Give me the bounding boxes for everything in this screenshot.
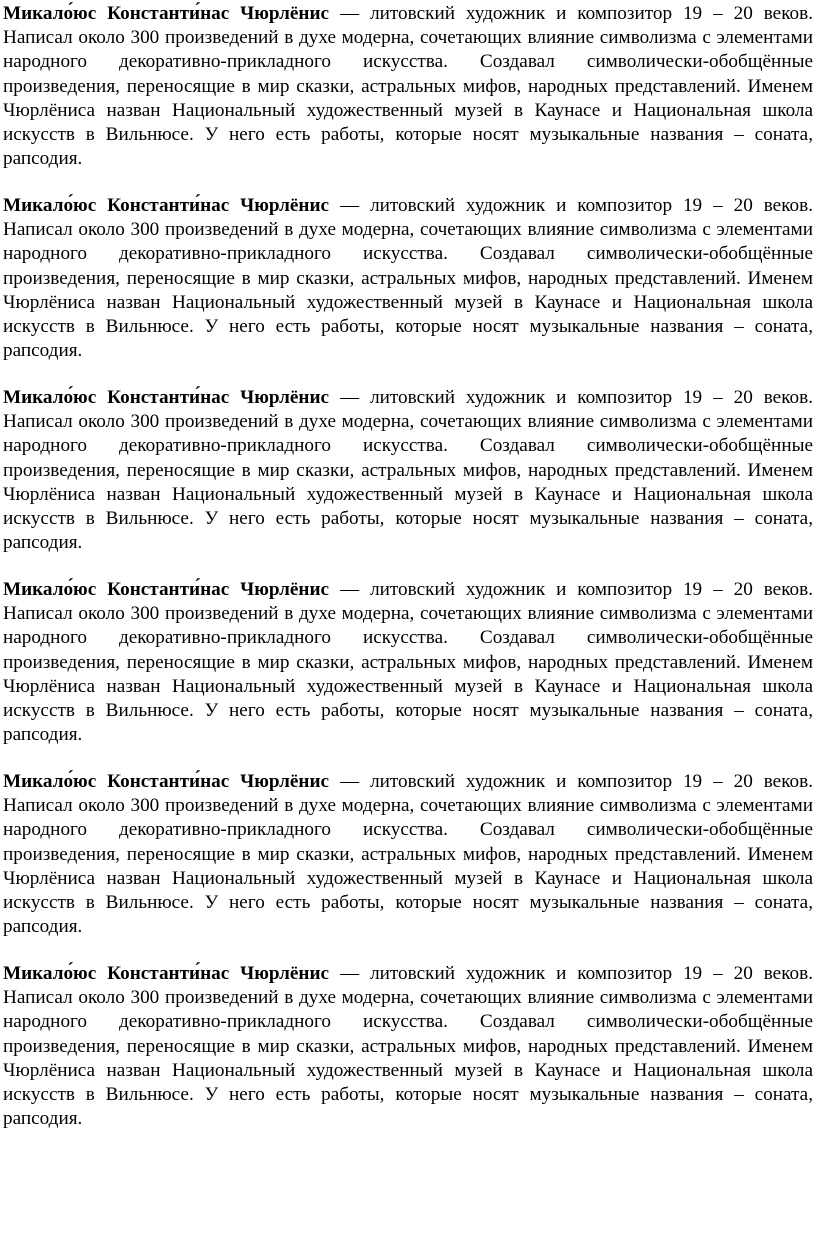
paragraph-subject-name: Микало́юс Константи́нас Чюрлёнис (3, 387, 330, 408)
paragraph-body: — литовский художник и композитор 19 – 20 веков. Написал около 300 произведений в духе модерна, сочетающих влияние символизма с элементами народного декоративно-прикладного искусства. Создавал символически-обобщённые произведения, переносящие в мир сказки, астральных мифов, народных представлений. Именем Чюрлёниса назван Национальный художественный музей в Каунасе и Национальная школа искусств в Вильнюсе. У него есть работы, которые носят музыкальные названия – соната, рапсодия. (3, 963, 813, 1130)
paragraph-subject-name: Микало́юс Константи́нас Чюрлёнис (3, 3, 330, 24)
paragraph-body: — литовский художник и композитор 19 – 20 веков. Написал около 300 произведений в духе модерна, сочетающих влияние символизма с элементами народного декоративно-прикладного искусства. Создавал символически-обобщённые произведения, переносящие в мир сказки, астральных мифов, народных представлений. Именем Чюрлёниса назван Национальный художественный музей в Каунасе и Национальная школа искусств в Вильнюсе. У него есть работы, которые носят музыкальные названия – соната, рапсодия. (3, 195, 813, 362)
paragraph-subject-name: Микало́юс Константи́нас Чюрлёнис (3, 963, 330, 984)
paragraph-subject-name: Микало́юс Константи́нас Чюрлёнис (3, 771, 330, 792)
paragraph (3, 194, 813, 363)
paragraph-body: — литовский художник и композитор 19 – 20 веков. Написал около 300 произведений в духе модерна, сочетающих влияние символизма с элементами народного декоративно-прикладного искусства. Создавал символически-обобщённые произведения, переносящие в мир сказки, астральных мифов, народных представлений. Именем Чюрлёниса назван Национальный художественный музей в Каунасе и Национальная школа искусств в Вильнюсе. У него есть работы, которые носят музыкальные названия – соната, рапсодия. (3, 771, 813, 938)
paragraph-subject-name: Микало́юс Константи́нас Чюрлёнис (3, 579, 330, 600)
paragraph-subject-name: Микало́юс Константи́нас Чюрлёнис (3, 195, 330, 216)
paragraph (3, 386, 813, 555)
paragraph (3, 962, 813, 1131)
paragraph-body: — литовский художник и композитор 19 – 20 веков. Написал около 300 произведений в духе модерна, сочетающих влияние символизма с элементами народного декоративно-прикладного искусства. Создавал символически-обобщённые произведения, переносящие в мир сказки, астральных мифов, народных представлений. Именем Чюрлёниса назван Национальный художественный музей в Каунасе и Национальная школа искусств в Вильнюсе. У него есть работы, которые носят музыкальные названия – соната, рапсодия. (3, 387, 813, 554)
paragraph (3, 2, 813, 171)
paragraph (3, 770, 813, 939)
paragraph (3, 578, 813, 747)
paragraph-body: — литовский художник и композитор 19 – 20 веков. Написал около 300 произведений в духе модерна, сочетающих влияние символизма с элементами народного декоративно-прикладного искусства. Создавал символически-обобщённые произведения, переносящие в мир сказки, астральных мифов, народных представлений. Именем Чюрлёниса назван Национальный художественный музей в Каунасе и Национальная школа искусств в Вильнюсе. У него есть работы, которые носят музыкальные названия – соната, рапсодия. (3, 3, 813, 170)
paragraph-body: — литовский художник и композитор 19 – 20 веков. Написал около 300 произведений в духе модерна, сочетающих влияние символизма с элементами народного декоративно-прикладного искусства. Создавал символически-обобщённые произведения, переносящие в мир сказки, астральных мифов, народных представлений. Именем Чюрлёниса назван Национальный художественный музей в Каунасе и Национальная школа искусств в Вильнюсе. У него есть работы, которые носят музыкальные названия – соната, рапсодия. (3, 579, 813, 746)
